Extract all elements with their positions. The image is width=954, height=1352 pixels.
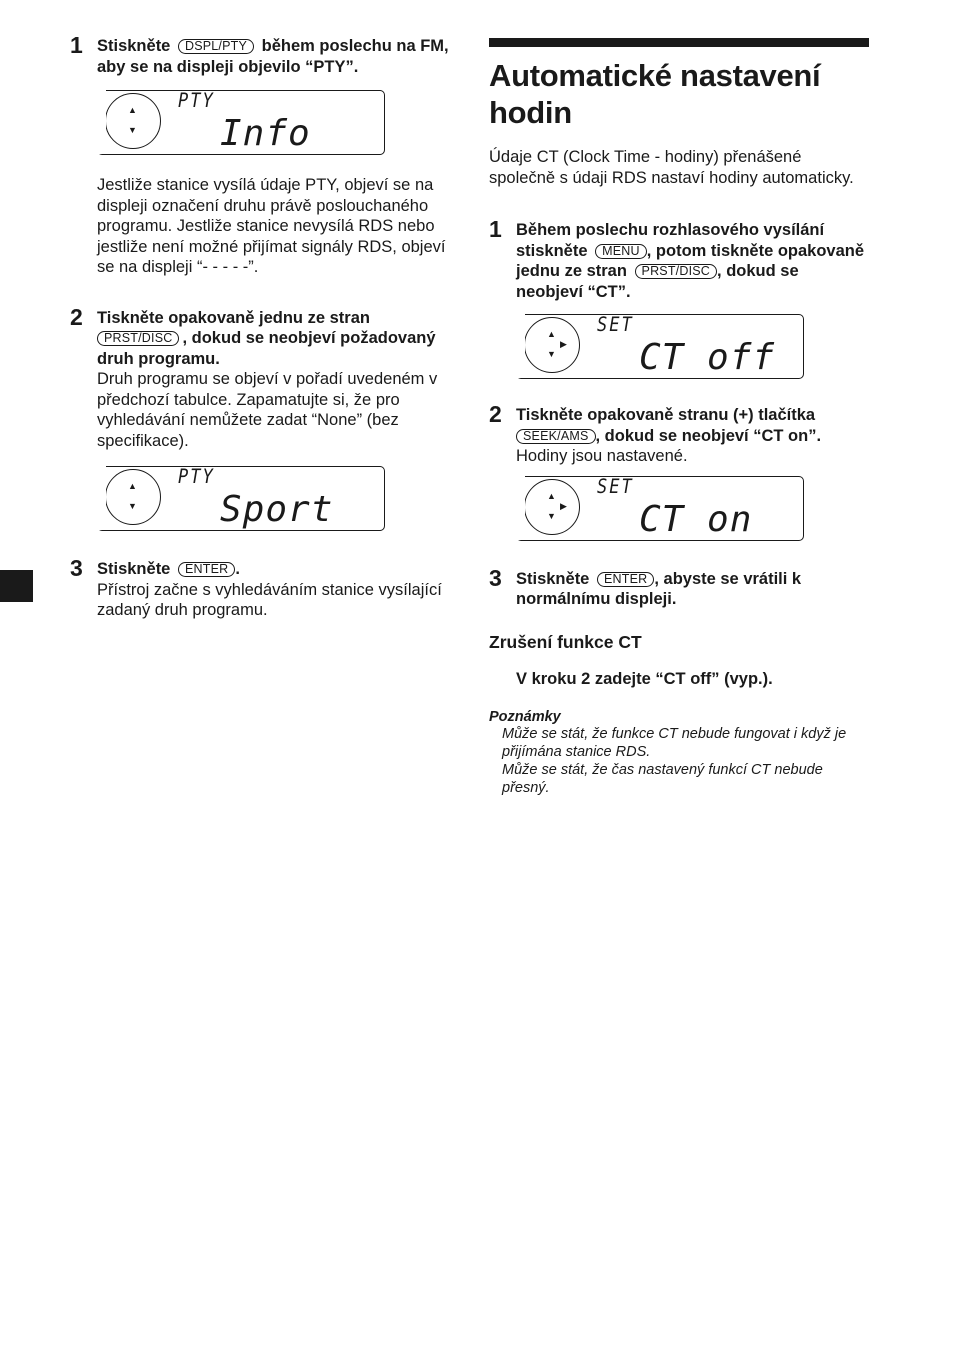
- step-text: , abyste se vrátili k normálnímu displeji.: [516, 569, 802, 608]
- step-text: , dokud se neobjeví “CT on”.: [595, 426, 822, 445]
- prst-disc-key: PRST/DISC: [97, 331, 179, 346]
- prst-disc-key: PRST/DISC: [635, 264, 717, 279]
- arrow-up-icon: ▲: [547, 490, 556, 501]
- step-text: Tiskněte opakovaně stranu (+) tlačítka: [516, 406, 816, 424]
- right-column: [489, 38, 869, 797]
- step-1-instruction: [70, 32, 450, 77]
- lcd-small-text: SET: [597, 313, 634, 337]
- control-dial-icon: [105, 469, 161, 525]
- step-text: , dokud se neobjeví požadovaný druh programu.: [97, 329, 436, 368]
- step-text: Stiskněte: [97, 560, 171, 578]
- step-1-description: Jestliže stanice vysílá údaje PTY, objeví se na displeji označení druhu právě poslouchaného programu. Jestliže stanice nevysílá RDS nebo jestliže není možné přijímat signály RDS, objeví se na displeji “- - - - -”.: [97, 176, 446, 276]
- intro-text: Údaje CT (Clock Time - hodiny) přenášené společně s údaji RDS nastaví hodiny automaticky.: [489, 148, 854, 187]
- step-3-instruction: [70, 555, 450, 621]
- lcd-display: [516, 476, 804, 541]
- arrow-up-icon: ▲: [128, 105, 137, 115]
- lcd-large-text: Info: [220, 113, 311, 154]
- step-text: Stiskněte: [516, 569, 590, 588]
- step-number: 1: [489, 216, 502, 242]
- enter-key: ENTER: [597, 572, 654, 587]
- control-dial-icon: [524, 479, 580, 535]
- lcd-small-text: PTY: [178, 465, 215, 489]
- step-number: 3: [70, 555, 83, 581]
- ct-step-2-instruction: [489, 401, 869, 467]
- step-number: 2: [70, 303, 83, 330]
- section-title: Automatické nastavení hodin: [489, 58, 821, 130]
- step-text: během poslechu na FM, aby se na displeji objevilo “PTY”.: [97, 37, 449, 76]
- lcd-display: [516, 314, 804, 379]
- notes-heading: Poznámky: [489, 709, 561, 725]
- ct-step-3-instruction: [489, 564, 869, 610]
- lcd-display: [97, 90, 385, 155]
- section-tab-marker: [0, 570, 33, 602]
- dspl-pty-key: DSPL/PTY: [178, 39, 254, 54]
- note-item: Může se stát, že čas nastavený funkcí CT nebude přesný.: [502, 762, 823, 796]
- control-dial-icon: [524, 317, 580, 373]
- step-2-instruction: [70, 303, 450, 452]
- arrow-down-icon: ▼: [547, 510, 556, 521]
- step-3-description: Přístroj začne s vyhledáváním stanice vysílající zadaný druh programu.: [97, 580, 442, 619]
- cancel-ct-instruction: V kroku 2 zadejte “CT off” (vyp.).: [516, 669, 773, 688]
- step-text: , potom tiskněte opakovaně jednu ze stran: [516, 241, 865, 280]
- step-2-description: Druh programu se objeví v pořadí uvedeném v předchozí tabulce. Zapamatujte si, že pro vyhledávání nemůžete zadat “None” (bez specifikace).: [97, 370, 438, 450]
- cancel-ct-heading: Zrušení funkce CT: [489, 631, 642, 652]
- ct-step-2-description: Hodiny jsou nastavené.: [516, 447, 688, 465]
- step-text: .: [235, 560, 240, 578]
- lcd-display: [97, 466, 385, 531]
- menu-key: MENU: [595, 244, 647, 259]
- title-rule: [489, 38, 869, 47]
- step-text: Tiskněte opakovaně jednu ze stran: [97, 308, 370, 327]
- step-number: 1: [70, 32, 83, 58]
- lcd-small-text: PTY: [178, 89, 215, 113]
- enter-key: ENTER: [178, 562, 235, 577]
- lcd-large-text: Sport: [220, 489, 334, 530]
- arrow-right-icon: ▶: [560, 500, 567, 511]
- step-number: 3: [489, 564, 502, 591]
- arrow-down-icon: ▼: [128, 501, 137, 511]
- arrow-up-icon: ▲: [547, 329, 556, 339]
- step-number: 2: [489, 401, 502, 427]
- arrow-down-icon: ▼: [128, 125, 137, 135]
- arrow-right-icon: ▶: [560, 339, 567, 349]
- note-item: Může se stát, že funkce CT nebude fungovat i když je přijímána stanice RDS.: [502, 726, 847, 760]
- step-text: Stiskněte: [97, 37, 171, 55]
- lcd-large-text: CT off: [639, 337, 776, 378]
- arrow-up-icon: ▲: [128, 481, 137, 491]
- lcd-small-text: SET: [597, 475, 634, 498]
- lcd-large-text: CT on: [639, 498, 753, 540]
- seek-ams-key: SEEK/AMS: [516, 429, 596, 444]
- control-dial-icon: [105, 93, 161, 149]
- step-text: , dokud se neobjeví “CT”.: [516, 262, 799, 301]
- arrow-down-icon: ▼: [547, 349, 556, 359]
- left-column: [70, 32, 450, 621]
- step-text: Během poslechu rozhlasového vysílání stiskněte: [516, 221, 825, 260]
- ct-step-1-instruction: [489, 216, 869, 302]
